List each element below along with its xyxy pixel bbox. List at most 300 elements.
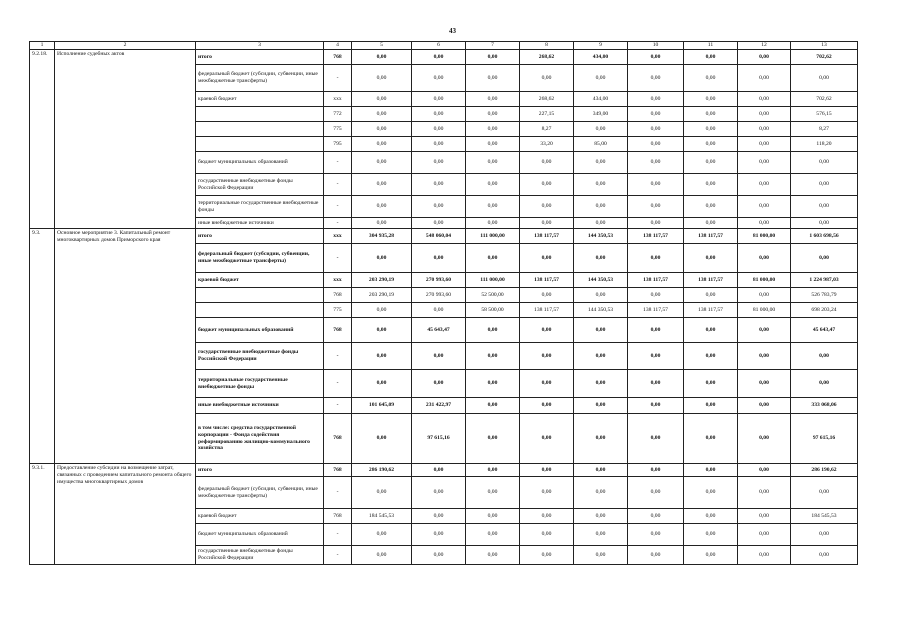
- amount-cell: 0,00: [738, 152, 791, 174]
- amount-cell: 0,00: [684, 477, 738, 509]
- budget-code: 768: [324, 288, 352, 303]
- funding-source: краевой бюджет: [196, 273, 324, 288]
- amount-cell: 184 545,53: [791, 509, 858, 524]
- amount-cell: 0,00: [520, 370, 574, 398]
- amount-cell: 0,00: [466, 50, 520, 65]
- amount-cell: 0,00: [791, 218, 858, 229]
- amount-cell: 0,00: [520, 477, 574, 509]
- amount-cell: 45 643,47: [791, 318, 858, 343]
- amount-cell: 0,00: [412, 244, 466, 273]
- amount-cell: 0,00: [520, 343, 574, 370]
- column-number: 10: [628, 42, 684, 50]
- budget-code: 768: [324, 50, 352, 65]
- amount-cell: 0,00: [574, 65, 628, 92]
- amount-cell: 0,00: [412, 137, 466, 152]
- amount-cell: 0,00: [412, 370, 466, 398]
- amount-cell: 0,00: [466, 218, 520, 229]
- amount-cell: 0,00: [684, 398, 738, 414]
- amount-cell: 33,20: [520, 137, 574, 152]
- amount-cell: 702,62: [791, 92, 858, 107]
- amount-cell: 434,00: [574, 92, 628, 107]
- funding-source: территориальные государственные внебюджетные фонды: [196, 370, 324, 398]
- funding-source: бюджет муниципальных образований: [196, 152, 324, 174]
- amount-cell: 0,00: [791, 524, 858, 546]
- amount-cell: 0,00: [574, 288, 628, 303]
- amount-cell: 0,00: [412, 343, 466, 370]
- amount-cell: 434,00: [574, 50, 628, 65]
- amount-cell: 0,00: [466, 318, 520, 343]
- funding-source: итого: [196, 464, 324, 477]
- amount-cell: 270 993,60: [412, 273, 466, 288]
- funding-source: государственные внебюджетные фонды Российской Федерации: [196, 174, 324, 196]
- funding-source: [196, 137, 324, 152]
- amount-cell: 0,00: [628, 92, 684, 107]
- amount-cell: 0,00: [628, 152, 684, 174]
- amount-cell: 0,00: [628, 477, 684, 509]
- table-row: [30, 229, 858, 244]
- funding-source: итого: [196, 50, 324, 65]
- amount-cell: 0,00: [628, 244, 684, 273]
- budget-code: -: [324, 524, 352, 546]
- amount-cell: 0,00: [684, 152, 738, 174]
- amount-cell: 0,00: [574, 509, 628, 524]
- amount-cell: 97 615,16: [791, 414, 858, 464]
- amount-cell: 0,00: [520, 152, 574, 174]
- amount-cell: 0,00: [574, 152, 628, 174]
- amount-cell: 81 000,00: [738, 273, 791, 288]
- funding-source: бюджет муниципальных образований: [196, 318, 324, 343]
- amount-cell: 548 060,04: [412, 229, 466, 244]
- amount-cell: 0,00: [466, 196, 520, 218]
- amount-cell: 0,00: [574, 122, 628, 137]
- column-number: 5: [352, 42, 412, 50]
- item-name: Исполнение судебных актов: [55, 50, 196, 229]
- amount-cell: 0,00: [791, 152, 858, 174]
- amount-cell: 0,00: [574, 343, 628, 370]
- amount-cell: 0,00: [412, 464, 466, 477]
- amount-cell: 698 203,24: [791, 303, 858, 318]
- amount-cell: 0,00: [628, 50, 684, 65]
- amount-cell: 1 603 698,56: [791, 229, 858, 244]
- funding-source: в том числе: средства государственной корпорации - Фонда содействия реформированию жилищно-коммунального хозяйства: [196, 414, 324, 464]
- amount-cell: 144 350,53: [574, 229, 628, 244]
- funding-source: государственные внебюджетные фонды Российской Федерации: [196, 343, 324, 370]
- amount-cell: 0,00: [628, 370, 684, 398]
- amount-cell: 0,00: [352, 414, 412, 464]
- amount-cell: 0,00: [412, 152, 466, 174]
- amount-cell: 0,00: [684, 122, 738, 137]
- budget-code: 768: [324, 509, 352, 524]
- amount-cell: 0,00: [684, 318, 738, 343]
- amount-cell: 0,00: [738, 244, 791, 273]
- amount-cell: 304 935,28: [352, 229, 412, 244]
- budget-table: [29, 41, 858, 565]
- amount-cell: 0,00: [520, 196, 574, 218]
- amount-cell: 0,00: [352, 92, 412, 107]
- budget-code: -: [324, 174, 352, 196]
- amount-cell: 0,00: [738, 398, 791, 414]
- amount-cell: 97 615,16: [412, 414, 466, 464]
- amount-cell: 0,00: [738, 288, 791, 303]
- amount-cell: 0,00: [628, 65, 684, 92]
- amount-cell: 118,20: [791, 137, 858, 152]
- amount-cell: 144 350,53: [574, 273, 628, 288]
- amount-cell: 0,00: [738, 524, 791, 546]
- amount-cell: 0,00: [352, 196, 412, 218]
- amount-cell: 0,00: [466, 152, 520, 174]
- amount-cell: 0,00: [352, 152, 412, 174]
- item-number: 9.3.1.: [30, 464, 55, 565]
- amount-cell: 0,00: [628, 122, 684, 137]
- column-number: 1: [30, 42, 55, 50]
- amount-cell: 0,00: [628, 464, 684, 477]
- amount-cell: 0,00: [574, 174, 628, 196]
- amount-cell: 0,00: [574, 370, 628, 398]
- amount-cell: 138 117,57: [684, 303, 738, 318]
- amount-cell: 111 000,00: [466, 229, 520, 244]
- amount-cell: 0,00: [738, 343, 791, 370]
- budget-code: 775: [324, 303, 352, 318]
- page-number: 43: [449, 27, 456, 35]
- budget-code: 768: [324, 464, 352, 477]
- amount-cell: 0,00: [412, 218, 466, 229]
- budget-code: -: [324, 218, 352, 229]
- amount-cell: 0,00: [791, 174, 858, 196]
- amount-cell: 81 000,00: [738, 229, 791, 244]
- amount-cell: 0,00: [352, 107, 412, 122]
- amount-cell: 0,00: [628, 318, 684, 343]
- amount-cell: 0,00: [738, 546, 791, 565]
- amount-cell: 0,00: [791, 477, 858, 509]
- amount-cell: 0,00: [628, 343, 684, 370]
- amount-cell: 0,00: [684, 464, 738, 477]
- amount-cell: 0,00: [412, 477, 466, 509]
- amount-cell: 0,00: [466, 370, 520, 398]
- amount-cell: 0,00: [738, 196, 791, 218]
- amount-cell: 0,00: [628, 107, 684, 122]
- amount-cell: 138 117,57: [628, 229, 684, 244]
- amount-cell: 184 545,53: [352, 509, 412, 524]
- amount-cell: 144 350,53: [574, 303, 628, 318]
- budget-code: -: [324, 196, 352, 218]
- amount-cell: 0,00: [466, 343, 520, 370]
- amount-cell: 0,00: [412, 524, 466, 546]
- amount-cell: 0,00: [684, 370, 738, 398]
- amount-cell: 0,00: [466, 174, 520, 196]
- amount-cell: 0,00: [628, 398, 684, 414]
- amount-cell: 0,00: [466, 464, 520, 477]
- amount-cell: 0,00: [520, 398, 574, 414]
- amount-cell: 52 500,00: [466, 288, 520, 303]
- amount-cell: 0,00: [628, 137, 684, 152]
- amount-cell: 138 117,57: [628, 273, 684, 288]
- column-number: 8: [520, 42, 574, 50]
- amount-cell: 286 190,62: [791, 464, 858, 477]
- funding-source: [196, 122, 324, 137]
- amount-cell: 85,00: [574, 137, 628, 152]
- amount-cell: 0,00: [628, 196, 684, 218]
- amount-cell: 0,00: [684, 137, 738, 152]
- amount-cell: 0,00: [352, 546, 412, 565]
- funding-source: [196, 303, 324, 318]
- budget-code: xxx: [324, 273, 352, 288]
- budget-code: xxx: [324, 229, 352, 244]
- budget-code: -: [324, 398, 352, 414]
- funding-source: бюджет муниципальных образований: [196, 524, 324, 546]
- funding-source: государственные внебюджетные фонды Российской Федерации: [196, 546, 324, 565]
- table-row: [30, 50, 858, 65]
- amount-cell: 0,00: [738, 464, 791, 477]
- budget-code: -: [324, 370, 352, 398]
- amount-cell: 0,00: [520, 509, 574, 524]
- amount-cell: 0,00: [352, 524, 412, 546]
- column-number-row: [30, 42, 858, 50]
- amount-cell: 0,00: [574, 546, 628, 565]
- column-number: 7: [466, 42, 520, 50]
- amount-cell: 0,00: [412, 303, 466, 318]
- amount-cell: 0,00: [738, 137, 791, 152]
- amount-cell: 0,00: [738, 92, 791, 107]
- amount-cell: 0,00: [684, 546, 738, 565]
- amount-cell: 0,00: [791, 546, 858, 565]
- amount-cell: 227,15: [520, 107, 574, 122]
- funding-source: [196, 288, 324, 303]
- budget-code: 795: [324, 137, 352, 152]
- budget-code: -: [324, 244, 352, 273]
- amount-cell: 0,00: [352, 244, 412, 273]
- budget-code: -: [324, 477, 352, 509]
- amount-cell: 0,00: [791, 65, 858, 92]
- budget-code: xxx: [324, 92, 352, 107]
- amount-cell: 0,00: [684, 92, 738, 107]
- amount-cell: 333 068,06: [791, 398, 858, 414]
- amount-cell: 0,00: [466, 137, 520, 152]
- amount-cell: 0,00: [684, 244, 738, 273]
- amount-cell: 0,00: [574, 414, 628, 464]
- budget-code: 775: [324, 122, 352, 137]
- amount-cell: 45 643,47: [412, 318, 466, 343]
- funding-source: иные внебюджетные источники: [196, 398, 324, 414]
- funding-source: федеральный бюджет (субсидии, субвенции, иные межбюджетные трансферты): [196, 244, 324, 273]
- amount-cell: 0,00: [628, 546, 684, 565]
- amount-cell: 0,00: [684, 174, 738, 196]
- amount-cell: 0,00: [352, 65, 412, 92]
- amount-cell: 0,00: [412, 92, 466, 107]
- amount-cell: 0,00: [412, 196, 466, 218]
- column-number: 12: [738, 42, 791, 50]
- amount-cell: 0,00: [520, 174, 574, 196]
- amount-cell: 0,00: [791, 370, 858, 398]
- amount-cell: 0,00: [684, 65, 738, 92]
- amount-cell: 0,00: [352, 370, 412, 398]
- amount-cell: 0,00: [466, 92, 520, 107]
- amount-cell: 0,00: [738, 414, 791, 464]
- amount-cell: 702,62: [791, 50, 858, 65]
- funding-source: иные внебюджетные источники: [196, 218, 324, 229]
- amount-cell: 0,00: [738, 174, 791, 196]
- amount-cell: 0,00: [738, 370, 791, 398]
- amount-cell: 0,00: [520, 546, 574, 565]
- amount-cell: 286 190,62: [352, 464, 412, 477]
- budget-code: -: [324, 152, 352, 174]
- amount-cell: 81 000,00: [738, 303, 791, 318]
- amount-cell: 101 645,09: [352, 398, 412, 414]
- item-name: Предоставление субсидии на возмещение затрат, связанных с проведением капитального ремонта общего имущества многоквартирных домов: [55, 464, 196, 565]
- amount-cell: 0,00: [520, 218, 574, 229]
- funding-source: краевой бюджет: [196, 509, 324, 524]
- amount-cell: 0,00: [684, 414, 738, 464]
- column-number: 11: [684, 42, 738, 50]
- amount-cell: 0,00: [466, 398, 520, 414]
- funding-source: итого: [196, 229, 324, 244]
- amount-cell: 268,62: [520, 92, 574, 107]
- amount-cell: 231 422,97: [412, 398, 466, 414]
- column-number: 3: [196, 42, 324, 50]
- amount-cell: 0,00: [574, 244, 628, 273]
- amount-cell: 0,00: [574, 318, 628, 343]
- amount-cell: 0,00: [574, 398, 628, 414]
- amount-cell: 0,00: [352, 303, 412, 318]
- amount-cell: 0,00: [352, 174, 412, 196]
- amount-cell: 268,62: [520, 50, 574, 65]
- amount-cell: 0,00: [352, 122, 412, 137]
- amount-cell: 138 117,57: [684, 229, 738, 244]
- amount-cell: 0,00: [412, 509, 466, 524]
- amount-cell: 138 117,57: [520, 229, 574, 244]
- amount-cell: 0,00: [466, 509, 520, 524]
- amount-cell: 0,00: [412, 50, 466, 65]
- amount-cell: 0,00: [738, 218, 791, 229]
- budget-code: -: [324, 65, 352, 92]
- amount-cell: 0,00: [684, 288, 738, 303]
- amount-cell: 138 117,57: [628, 303, 684, 318]
- amount-cell: 0,00: [738, 65, 791, 92]
- amount-cell: 0,00: [628, 414, 684, 464]
- item-number: 9.2.18.: [30, 50, 55, 229]
- amount-cell: 203 290,19: [352, 288, 412, 303]
- budget-code: 772: [324, 107, 352, 122]
- funding-source: федеральный бюджет (субсидии, субвенции, иные межбюджетные трансферты): [196, 65, 324, 92]
- amount-cell: 0,00: [412, 107, 466, 122]
- budget-code: 768: [324, 414, 352, 464]
- column-number: 13: [791, 42, 858, 50]
- amount-cell: 0,00: [520, 65, 574, 92]
- table-row: [30, 464, 858, 477]
- amount-cell: 576,15: [791, 107, 858, 122]
- amount-cell: 0,00: [684, 50, 738, 65]
- amount-cell: 0,00: [628, 509, 684, 524]
- amount-cell: 0,00: [574, 218, 628, 229]
- amount-cell: 0,00: [520, 414, 574, 464]
- amount-cell: 0,00: [628, 174, 684, 196]
- amount-cell: 8,27: [791, 122, 858, 137]
- budget-code: 768: [324, 318, 352, 343]
- column-number: 2: [55, 42, 196, 50]
- amount-cell: 270 993,60: [412, 288, 466, 303]
- budget-code: -: [324, 343, 352, 370]
- amount-cell: 0,00: [684, 524, 738, 546]
- amount-cell: 0,00: [352, 318, 412, 343]
- funding-source: территориальные государственные внебюджетные фонды: [196, 196, 324, 218]
- amount-cell: 0,00: [466, 524, 520, 546]
- amount-cell: 0,00: [466, 244, 520, 273]
- amount-cell: 0,00: [412, 65, 466, 92]
- amount-cell: 0,00: [520, 288, 574, 303]
- amount-cell: 0,00: [738, 318, 791, 343]
- amount-cell: 0,00: [352, 218, 412, 229]
- amount-cell: 0,00: [791, 244, 858, 273]
- amount-cell: 0,00: [738, 122, 791, 137]
- funding-source: краевой бюджет: [196, 92, 324, 107]
- amount-cell: 349,00: [574, 107, 628, 122]
- amount-cell: 203 290,19: [352, 273, 412, 288]
- amount-cell: 0,00: [628, 524, 684, 546]
- amount-cell: 1 224 987,03: [791, 273, 858, 288]
- column-number: 4: [324, 42, 352, 50]
- amount-cell: 0,00: [574, 464, 628, 477]
- amount-cell: 0,00: [684, 196, 738, 218]
- amount-cell: 0,00: [352, 50, 412, 65]
- item-number: 9.3.: [30, 229, 55, 464]
- amount-cell: 0,00: [520, 464, 574, 477]
- amount-cell: 0,00: [738, 50, 791, 65]
- amount-cell: 0,00: [791, 196, 858, 218]
- amount-cell: 138 117,57: [520, 273, 574, 288]
- amount-cell: 0,00: [520, 524, 574, 546]
- amount-cell: 0,00: [466, 65, 520, 92]
- amount-cell: 111 000,00: [466, 273, 520, 288]
- amount-cell: 0,00: [684, 107, 738, 122]
- amount-cell: 0,00: [684, 509, 738, 524]
- amount-cell: 0,00: [466, 546, 520, 565]
- amount-cell: 0,00: [352, 137, 412, 152]
- amount-cell: 0,00: [352, 477, 412, 509]
- amount-cell: 138 117,57: [520, 303, 574, 318]
- amount-cell: 8,27: [520, 122, 574, 137]
- amount-cell: 0,00: [520, 244, 574, 273]
- column-number: 9: [574, 42, 628, 50]
- amount-cell: 0,00: [738, 477, 791, 509]
- amount-cell: 0,00: [520, 318, 574, 343]
- item-name: Основное мероприятие 3. Капитальный ремонт многоквартирных домов Приморского края: [55, 229, 196, 464]
- amount-cell: 0,00: [738, 107, 791, 122]
- amount-cell: 0,00: [574, 524, 628, 546]
- amount-cell: 526 783,79: [791, 288, 858, 303]
- amount-cell: 0,00: [412, 546, 466, 565]
- amount-cell: 138 117,57: [684, 273, 738, 288]
- amount-cell: 0,00: [684, 343, 738, 370]
- column-number: 6: [412, 42, 466, 50]
- amount-cell: 0,00: [466, 122, 520, 137]
- amount-cell: 0,00: [466, 414, 520, 464]
- funding-source: федеральный бюджет (субсидии, субвенции, иные межбюджетные трансферты): [196, 477, 324, 509]
- amount-cell: 0,00: [574, 196, 628, 218]
- funding-source: [196, 107, 324, 122]
- amount-cell: 0,00: [628, 218, 684, 229]
- amount-cell: 0,00: [466, 107, 520, 122]
- amount-cell: 0,00: [791, 343, 858, 370]
- amount-cell: 0,00: [466, 477, 520, 509]
- amount-cell: 0,00: [352, 343, 412, 370]
- amount-cell: 0,00: [738, 509, 791, 524]
- amount-cell: 0,00: [412, 122, 466, 137]
- budget-code: -: [324, 546, 352, 565]
- amount-cell: 0,00: [628, 288, 684, 303]
- amount-cell: 0,00: [684, 218, 738, 229]
- amount-cell: 0,00: [412, 174, 466, 196]
- amount-cell: 0,00: [574, 477, 628, 509]
- amount-cell: 58 500,00: [466, 303, 520, 318]
